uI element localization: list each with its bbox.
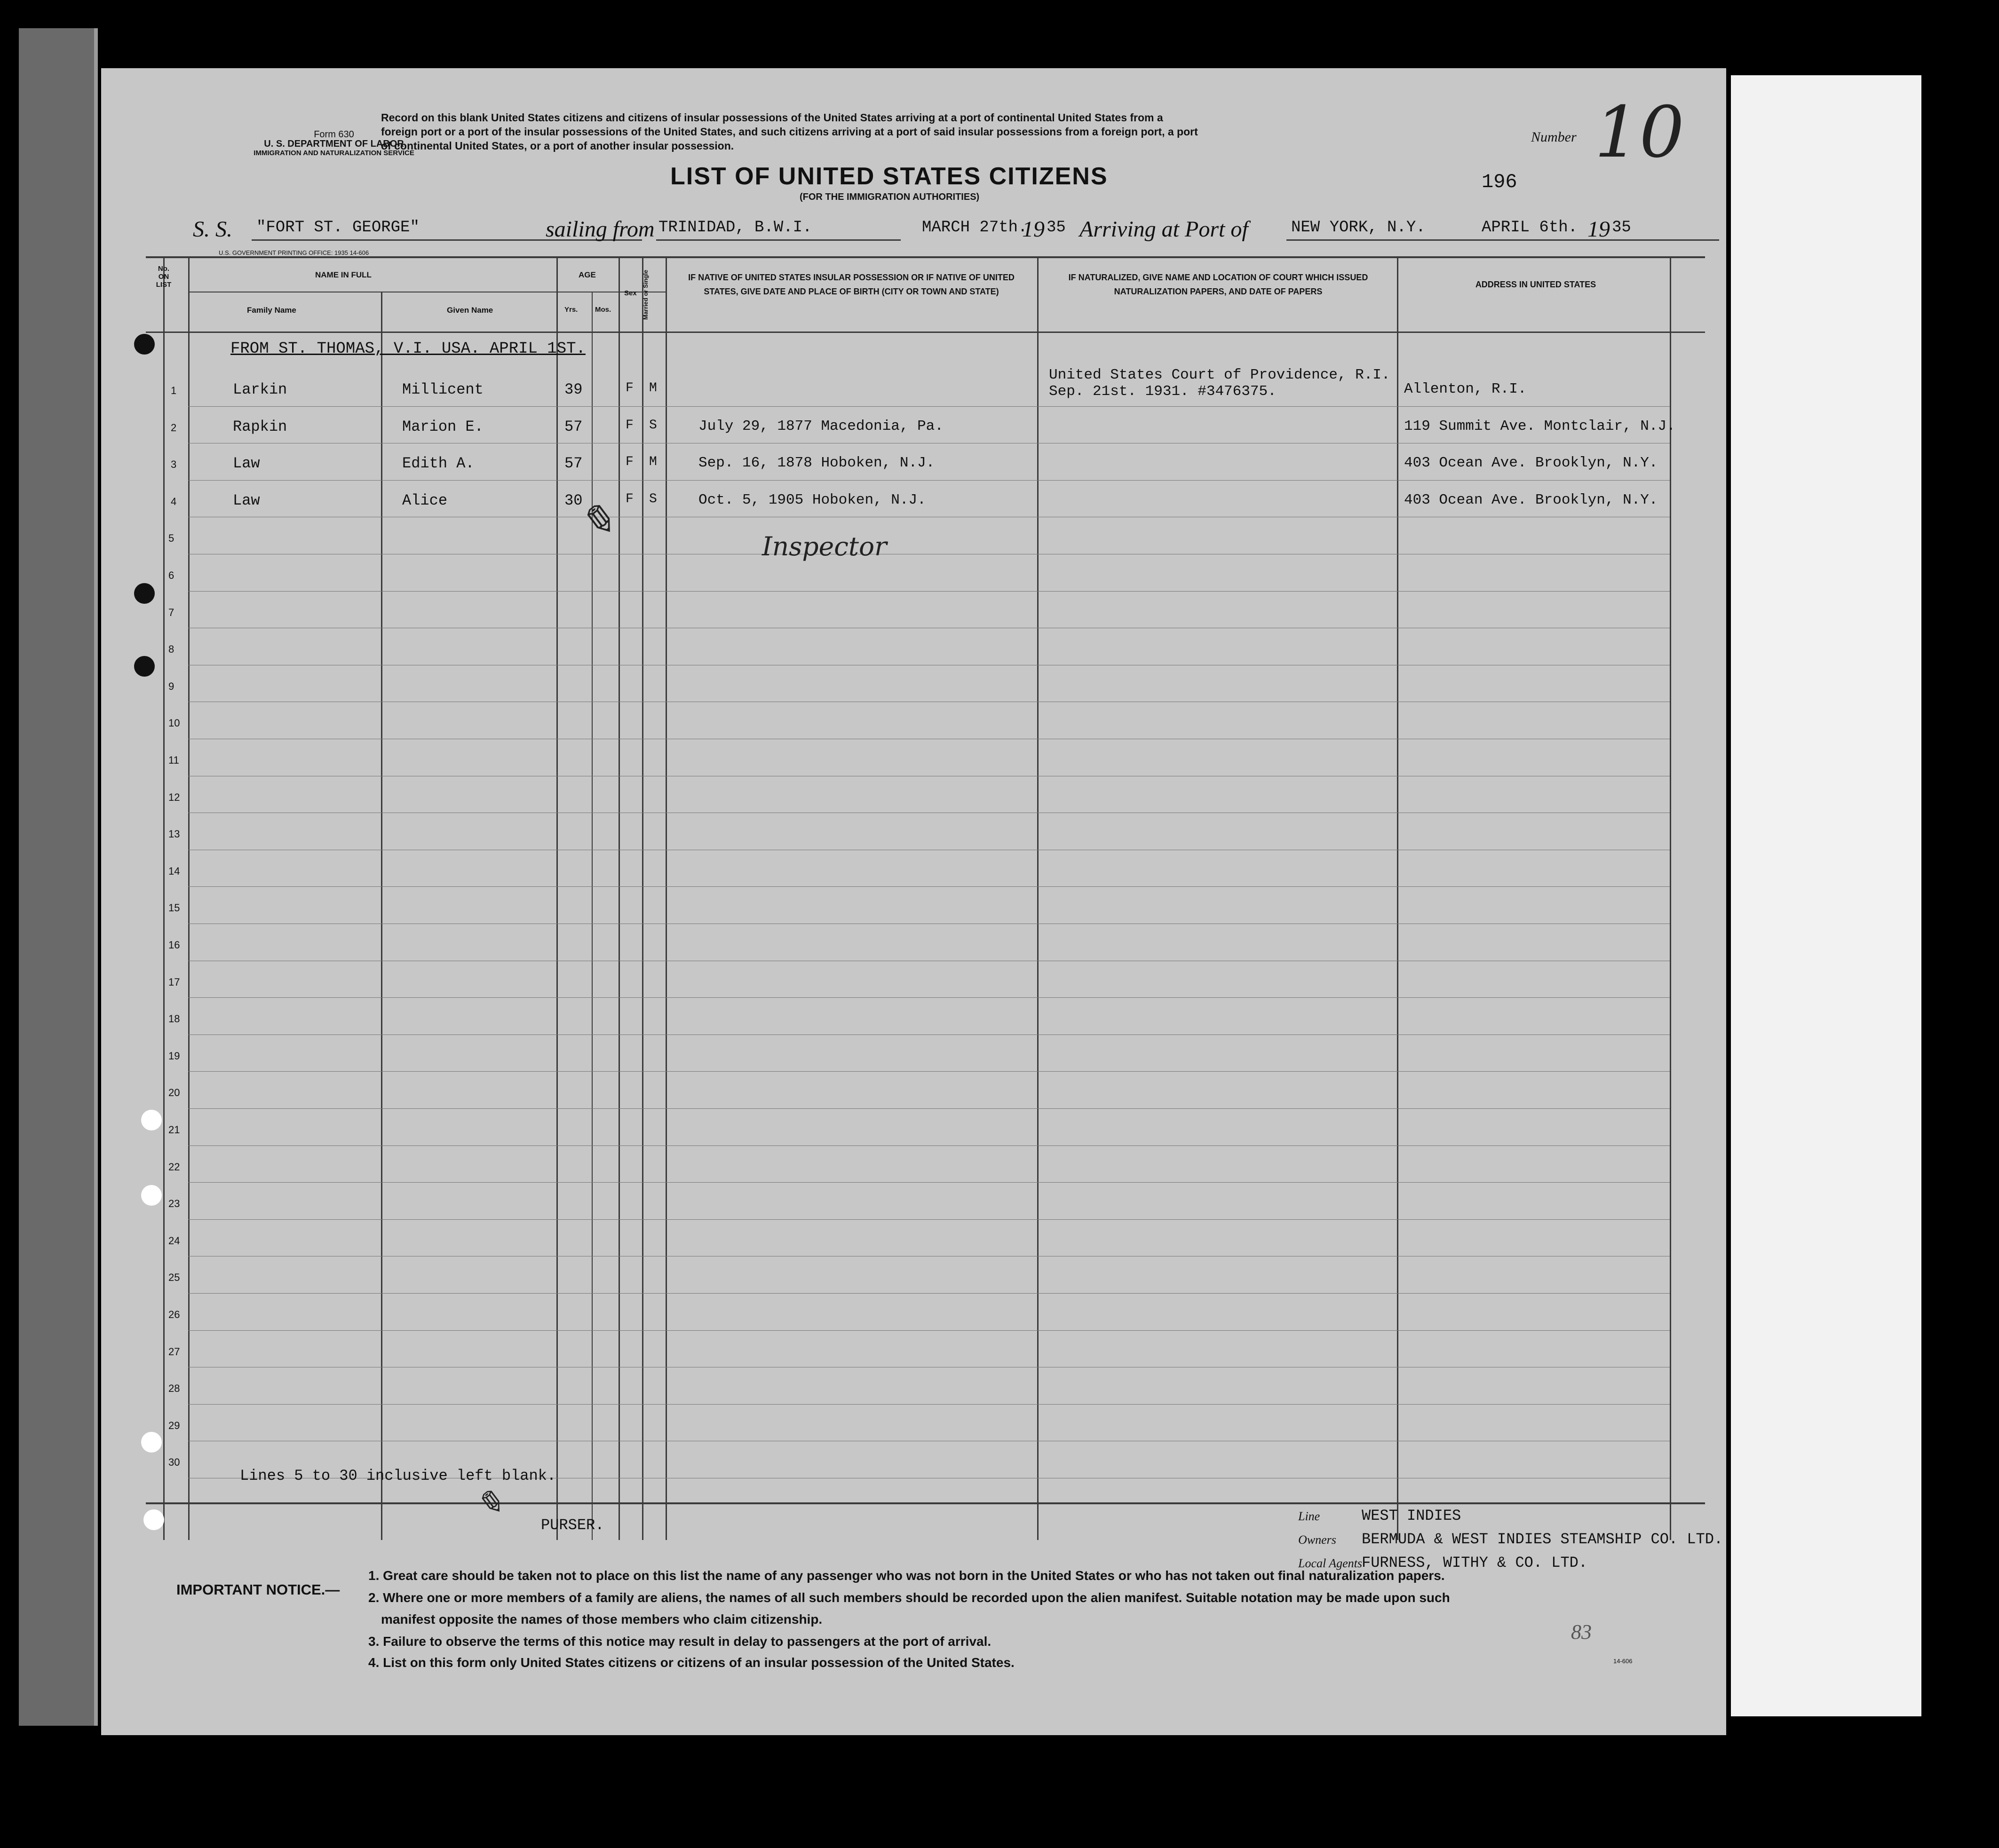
departure-year: 35	[1047, 219, 1066, 237]
line-value: WEST INDIES	[1362, 1507, 1461, 1524]
owners-value: BERMUDA & WEST INDIES STEAMSHIP CO. LTD.	[1362, 1531, 1723, 1548]
row-number: 10	[168, 717, 180, 729]
row-rule	[188, 1182, 1670, 1183]
row-number: 16	[168, 939, 180, 951]
arrival-year: 35	[1612, 219, 1631, 237]
inspector-word: Inspector	[762, 531, 887, 561]
row-rule	[188, 1330, 1670, 1331]
intro-line-1: Record on this blank United States citizens and citizens of insular possessions of the United States arriving at a port of continental United States from a	[381, 111, 1163, 124]
departure-date: MARCH 27th.	[922, 219, 1028, 237]
intro-line-3: of continental United States, or a port of another insular possession.	[381, 140, 734, 152]
ss-label: S. S.	[193, 217, 232, 242]
row-number: 2	[171, 421, 177, 434]
binder-edge	[19, 28, 98, 1726]
year-prefix-1: 19	[1022, 217, 1045, 242]
row-number: 30	[168, 1456, 180, 1469]
stamp-number: 196	[1482, 171, 1517, 193]
header-native-birth: IF NATIVE OF UNITED STATES INSULAR POSSESSION OR IF NATIVE OF UNITED STATES, GIVE DATE AND PLACE OF BIRTH (CITY OR TOWN AND STATE)	[688, 273, 1015, 296]
given-name: Millicent	[402, 381, 484, 398]
page-stamp: 83	[1571, 1620, 1592, 1643]
row-rule	[188, 406, 1670, 407]
row-rule	[188, 480, 1670, 481]
agents-label: Local Agents	[1298, 1556, 1363, 1570]
punch-hole	[141, 1185, 162, 1206]
header-naturalized: IF NATURALIZED, GIVE NAME AND LOCATION OF COURT WHICH ISSUED NATURALIZATION PAPERS, AND DATE OF PAPERS	[1068, 273, 1368, 296]
purser-signature: ✎	[475, 1484, 503, 1522]
row-number: 15	[168, 902, 180, 914]
row-number: 24	[168, 1234, 180, 1247]
form-code: 14-606	[1613, 1658, 1633, 1665]
row-number: 28	[168, 1382, 180, 1395]
age-years: 57	[564, 455, 583, 473]
row-rule	[188, 591, 1670, 592]
ship-name: "FORT ST. GEORGE"	[256, 219, 420, 237]
row-number: 29	[168, 1419, 180, 1431]
notice-item-3: 3. Failure to observe the terms of this notice may result in delay to passengers at the port of arrival.	[368, 1634, 992, 1649]
age-years: 39	[564, 381, 583, 398]
intro-line-2: foreign port or a port of the insular possessions of the United States, and such citizens arriving at a port of said insular possessions from a foreign port, a port	[381, 126, 1198, 138]
row-number: 19	[168, 1050, 180, 1062]
header-address: ADDRESS IN UNITED STATES	[1475, 280, 1596, 289]
header-family-name: Family Name	[247, 306, 296, 315]
agents-value: FURNESS, WITHY & CO. LTD.	[1362, 1554, 1588, 1572]
row-number: 18	[168, 1013, 180, 1025]
birth-info: Oct. 5, 1905 Hoboken, N.J.	[698, 491, 926, 508]
notice-item-1: 1. Great care should be taken not to place on this list the name of any passenger who was not born in the United States or who has not taken out final naturalization papers.	[368, 1568, 1445, 1583]
family-name: Law	[233, 491, 260, 509]
row-rule	[188, 1108, 1670, 1109]
page-title: LIST OF UNITED STATES CITIZENS	[670, 163, 1108, 190]
us-address: 403 Ocean Ave. Brooklyn, N.Y.	[1404, 455, 1658, 472]
row-number: 9	[168, 680, 175, 692]
family-name: Law	[233, 455, 260, 473]
header-sex: Sex	[624, 289, 637, 297]
punch-hole	[141, 1432, 162, 1453]
row-number: 8	[168, 643, 175, 655]
arrival-date: APRIL 6th.	[1482, 219, 1578, 237]
arriving-label: Arriving at Port of	[1079, 217, 1248, 242]
blank-lines-note: Lines 5 to 30 inclusive left blank.	[240, 1467, 556, 1485]
court-name: United States Court of Providence, R.I.	[1049, 367, 1390, 383]
row-number: 21	[168, 1124, 180, 1136]
us-address: 119 Summit Ave. Montclair, N.J.	[1404, 418, 1675, 434]
us-address: Allenton, R.I.	[1404, 381, 1527, 397]
row-number: 26	[168, 1309, 180, 1320]
row-number: 17	[168, 976, 180, 988]
marital-status: M	[649, 381, 657, 395]
family-name: Larkin	[233, 381, 287, 398]
header-name-in-full: NAME IN FULL	[315, 270, 372, 279]
form-number: Form 630	[314, 129, 354, 140]
header-given-name: Given Name	[447, 306, 493, 315]
marital-status: M	[649, 455, 657, 470]
service: IMMIGRATION AND NATURALIZATION SERVICE	[254, 149, 414, 157]
manifest-sheet	[101, 68, 1726, 1735]
number-label: Number	[1531, 129, 1577, 145]
row-rule	[188, 997, 1670, 998]
sex: F	[626, 418, 634, 433]
header-age: AGE	[579, 270, 596, 279]
notice-item-2a: 2. Where one or more members of a family are aliens, the names of all such members should be recorded upon the alien manifest. Suitable notation may be made upon such	[368, 1590, 1450, 1605]
row-number: 14	[168, 865, 180, 877]
row-number: 25	[168, 1271, 180, 1284]
inspector-signature: ✎	[579, 496, 614, 545]
row-number: 23	[168, 1198, 180, 1210]
printer-note: U.S. GOVERNMENT PRINTING OFFICE: 1935 14-606	[219, 249, 369, 256]
marital-status: S	[649, 418, 657, 433]
punch-hole	[143, 1509, 164, 1530]
age-years: 30	[564, 491, 583, 509]
page-subtitle: (FOR THE IMMIGRATION AUTHORITIES)	[800, 192, 980, 202]
punch-hole	[134, 334, 155, 355]
row-number: 22	[168, 1161, 180, 1173]
row-number: 4	[171, 495, 177, 507]
sailing-label: sailing from	[546, 217, 655, 242]
row-number: 11	[168, 754, 179, 766]
row-number: 5	[168, 532, 175, 545]
row-number: 13	[168, 828, 180, 840]
adjacent-page	[1731, 75, 1921, 1716]
us-address: 403 Ocean Ave. Brooklyn, N.Y.	[1404, 491, 1658, 508]
header-months: Mos.	[595, 306, 611, 314]
number-value: 10	[1594, 92, 1684, 174]
row-number: 1	[171, 385, 177, 396]
given-name: Marion E.	[402, 418, 484, 435]
owners-label: Owners	[1298, 1533, 1336, 1547]
marital-status: S	[649, 491, 657, 506]
sex: F	[626, 455, 634, 470]
given-name: Alice	[402, 491, 448, 509]
row-rule	[188, 1145, 1670, 1146]
row-rule	[188, 1071, 1670, 1072]
department: U. S. DEPARTMENT OF LABOR	[264, 139, 404, 149]
header-years: Yrs.	[564, 306, 578, 314]
birth-info: July 29, 1877 Macedonia, Pa.	[698, 418, 944, 434]
row-number: 3	[171, 458, 177, 471]
row-rule	[188, 1293, 1670, 1294]
row-rule	[188, 1404, 1670, 1405]
notice-item-2b: manifest opposite the names of those members who claim citizenship.	[381, 1612, 823, 1627]
row-number: 12	[168, 791, 180, 803]
row-number: 20	[168, 1087, 180, 1099]
row-rule	[188, 886, 1670, 887]
punch-hole	[134, 656, 155, 677]
punch-hole	[141, 1110, 162, 1130]
line-label: Line	[1298, 1509, 1320, 1523]
header-no-on-list: No. ON LIST	[156, 265, 172, 289]
row-rule	[188, 1219, 1670, 1220]
departure-port: TRINIDAD, B.W.I.	[658, 219, 812, 237]
row-number: 6	[168, 569, 175, 581]
court-date: Sep. 21st. 1931. #3476375.	[1049, 383, 1277, 400]
row-number: 7	[168, 606, 175, 618]
given-name: Edith A.	[402, 455, 475, 473]
notice-item-4: 4. List on this form only United States citizens or citizens of an insular possession of the United States.	[368, 1655, 1015, 1670]
sex: F	[626, 491, 634, 506]
arrival-port: NEW YORK, N.Y.	[1291, 219, 1426, 237]
age-years: 57	[564, 418, 583, 435]
sex: F	[626, 381, 634, 395]
notice-label: IMPORTANT NOTICE.—	[176, 1581, 340, 1598]
year-prefix-2: 19	[1587, 217, 1610, 242]
from-note: FROM ST. THOMAS, V.I. USA. APRIL 1ST.	[230, 340, 586, 358]
row-number: 27	[168, 1345, 180, 1358]
birth-info: Sep. 16, 1878 Hoboken, N.J.	[698, 455, 935, 472]
family-name: Rapkin	[233, 418, 287, 435]
header-married: Married or Single	[642, 269, 649, 320]
punch-hole	[134, 583, 155, 604]
purser-label: PURSER.	[541, 1516, 604, 1534]
